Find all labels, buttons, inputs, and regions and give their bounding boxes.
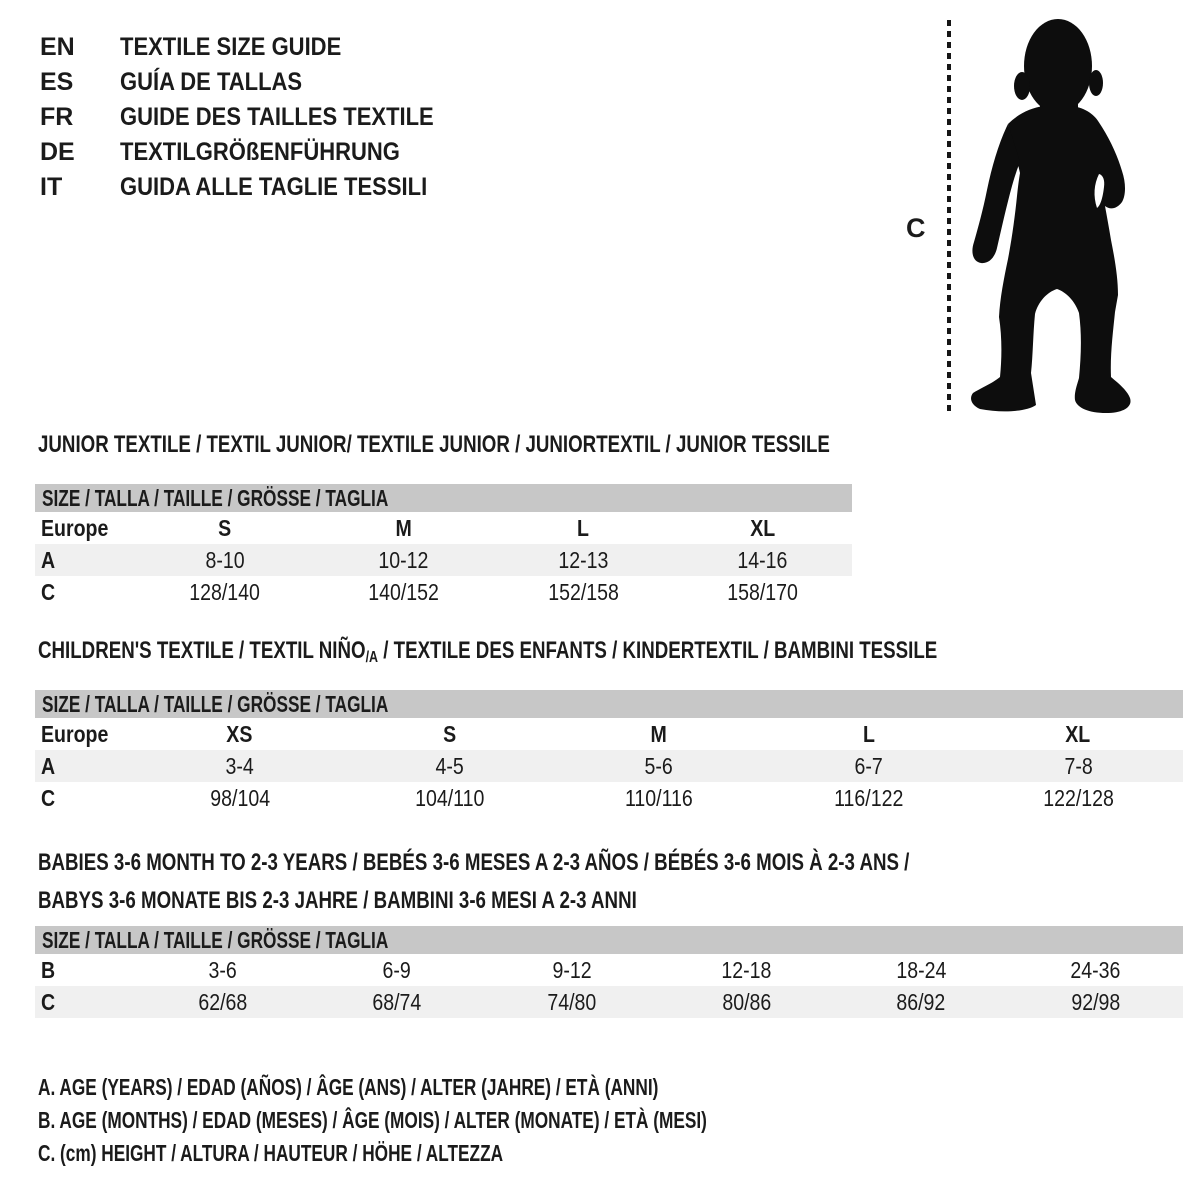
row-label: C	[41, 784, 56, 811]
children-title-subscript: /A	[365, 649, 379, 666]
value-cell: 12-13	[558, 546, 609, 573]
value-cell: 86/92	[896, 988, 946, 1015]
language-code: ES	[40, 68, 74, 96]
legend-height-cm: C. (cm) HEIGHT / ALTURA / HAUTEUR / HÖHE / ALTEZZA	[38, 1140, 504, 1166]
height-measure-dashed-line	[947, 20, 951, 415]
size-header-label: SIZE / TALLA / TAILLE / GRÖSSE / TAGLIA	[42, 484, 389, 511]
size-cell: M	[395, 514, 413, 541]
language-row-it	[40, 170, 477, 205]
guide-title-es: GUÍA DE TALLAS	[120, 68, 303, 96]
table-row-height-cm	[35, 986, 1183, 1018]
row-label: Europe	[41, 514, 109, 541]
junior-size-table	[35, 484, 852, 608]
size-cell: XS	[226, 720, 253, 747]
language-row-de	[40, 135, 477, 170]
babies-size-table	[35, 926, 1183, 1018]
language-row-fr	[40, 100, 477, 135]
value-cell: 80/86	[721, 988, 771, 1015]
table-row-age-years	[35, 544, 852, 576]
value-cell: 104/110	[414, 784, 485, 811]
size-cell: M	[650, 720, 668, 747]
size-header-row	[35, 690, 1183, 718]
size-header-label: SIZE / TALLA / TAILLE / GRÖSSE / TAGLIA	[42, 926, 389, 953]
size-cell: XL	[749, 514, 775, 541]
children-title-part1: CHILDREN'S TEXTILE / TEXTIL NIÑO	[38, 637, 366, 664]
size-header-row	[35, 926, 1183, 954]
value-cell: 140/152	[368, 578, 440, 605]
row-label: Europe	[41, 720, 109, 747]
size-cell: S	[218, 514, 232, 541]
guide-title-fr: GUIDE DES TAILLES TEXTILE	[120, 103, 434, 131]
value-cell: 3-6	[208, 956, 237, 983]
babies-title-line1: BABIES 3-6 MONTH TO 2-3 YEARS / BEBÉS 3-6 MESES A 2-3 AÑOS / BÉBÉS 3-6 MOIS À 2-3 ANS /	[38, 849, 910, 876]
language-code: DE	[40, 138, 75, 166]
size-cell: L	[862, 720, 875, 747]
table-row-europe	[35, 512, 852, 544]
value-cell: 5-6	[644, 752, 674, 779]
babies-title-line2: BABYS 3-6 MONATE BIS 2-3 JAHRE / BAMBINI 3-6 MESI A 2-3 ANNI	[38, 887, 637, 914]
guide-title-it: GUIDA ALLE TAGLIE TESSILI	[120, 173, 428, 201]
value-cell: 12-18	[721, 956, 772, 983]
value-cell: 9-12	[552, 956, 592, 983]
junior-section-title: JUNIOR TEXTILE / TEXTIL JUNIOR/ TEXTILE JUNIOR / JUNIORTEXTIL / JUNIOR TESSILE	[38, 431, 830, 458]
row-label: C	[41, 578, 56, 605]
table-row-europe	[35, 718, 1183, 750]
children-section-title	[38, 632, 1191, 673]
legend-age-months: B. AGE (MONTHS) / EDAD (MESES) / ÂGE (MOIS) / ALTER (MONATE) / ETÀ (MESI)	[38, 1107, 707, 1133]
table-row-age-months	[35, 954, 1183, 986]
size-cell: S	[442, 720, 456, 747]
value-cell: 98/104	[209, 784, 270, 811]
size-cell: L	[577, 514, 590, 541]
table-row-age-years	[35, 750, 1183, 782]
value-cell: 122/128	[1042, 784, 1114, 811]
toddler-silhouette-icon	[966, 16, 1142, 420]
value-cell: 18-24	[896, 956, 947, 983]
row-label: C	[41, 988, 56, 1015]
value-cell: 6-9	[382, 956, 412, 983]
babies-section-title	[38, 844, 1155, 920]
children-title-part2: / TEXTILE DES ENFANTS / KINDERTEXTIL / BAMBINI TESSILE	[378, 637, 938, 664]
value-cell: 6-7	[854, 752, 883, 779]
language-row-es	[40, 65, 477, 100]
value-cell: 62/68	[197, 988, 247, 1015]
value-cell: 24-36	[1070, 956, 1121, 983]
table-row-height-cm	[35, 576, 852, 608]
children-size-table	[35, 690, 1183, 814]
value-cell: 3-4	[225, 752, 254, 779]
value-cell: 128/140	[189, 578, 260, 605]
value-cell: 68/74	[372, 988, 422, 1015]
value-cell: 10-12	[378, 546, 429, 573]
row-label: B	[41, 956, 56, 983]
value-cell: 14-16	[737, 546, 788, 573]
size-header-label: SIZE / TALLA / TAILLE / GRÖSSE / TAGLIA	[42, 690, 389, 717]
language-code: EN	[40, 33, 75, 61]
language-code: IT	[40, 173, 63, 201]
table-row-height-cm	[35, 782, 1183, 814]
guide-title-en: TEXTILE SIZE GUIDE	[120, 33, 342, 61]
row-label: A	[41, 752, 56, 779]
value-cell: 74/80	[547, 988, 597, 1015]
value-cell: 92/98	[1071, 988, 1121, 1015]
language-code: FR	[40, 103, 74, 131]
row-label: A	[41, 546, 56, 573]
value-cell: 116/122	[833, 784, 904, 811]
value-cell: 152/158	[547, 578, 619, 605]
value-cell: 7-8	[1064, 752, 1093, 779]
language-title-list	[40, 30, 477, 205]
value-cell: 158/170	[727, 578, 798, 605]
size-header-row	[35, 484, 852, 512]
value-cell: 110/116	[625, 784, 693, 811]
measurement-legend	[38, 1071, 930, 1170]
value-cell: 4-5	[435, 752, 464, 779]
height-marker-label: C	[906, 213, 926, 243]
size-cell: XL	[1065, 720, 1091, 747]
language-row-en	[40, 30, 477, 65]
value-cell: 8-10	[205, 546, 245, 573]
guide-title-de: TEXTILGRÖßENFÜHRUNG	[120, 138, 400, 166]
legend-age-years: A. AGE (YEARS) / EDAD (AÑOS) / ÂGE (ANS) / ALTER (JAHRE) / ETÀ (ANNI)	[38, 1074, 659, 1100]
